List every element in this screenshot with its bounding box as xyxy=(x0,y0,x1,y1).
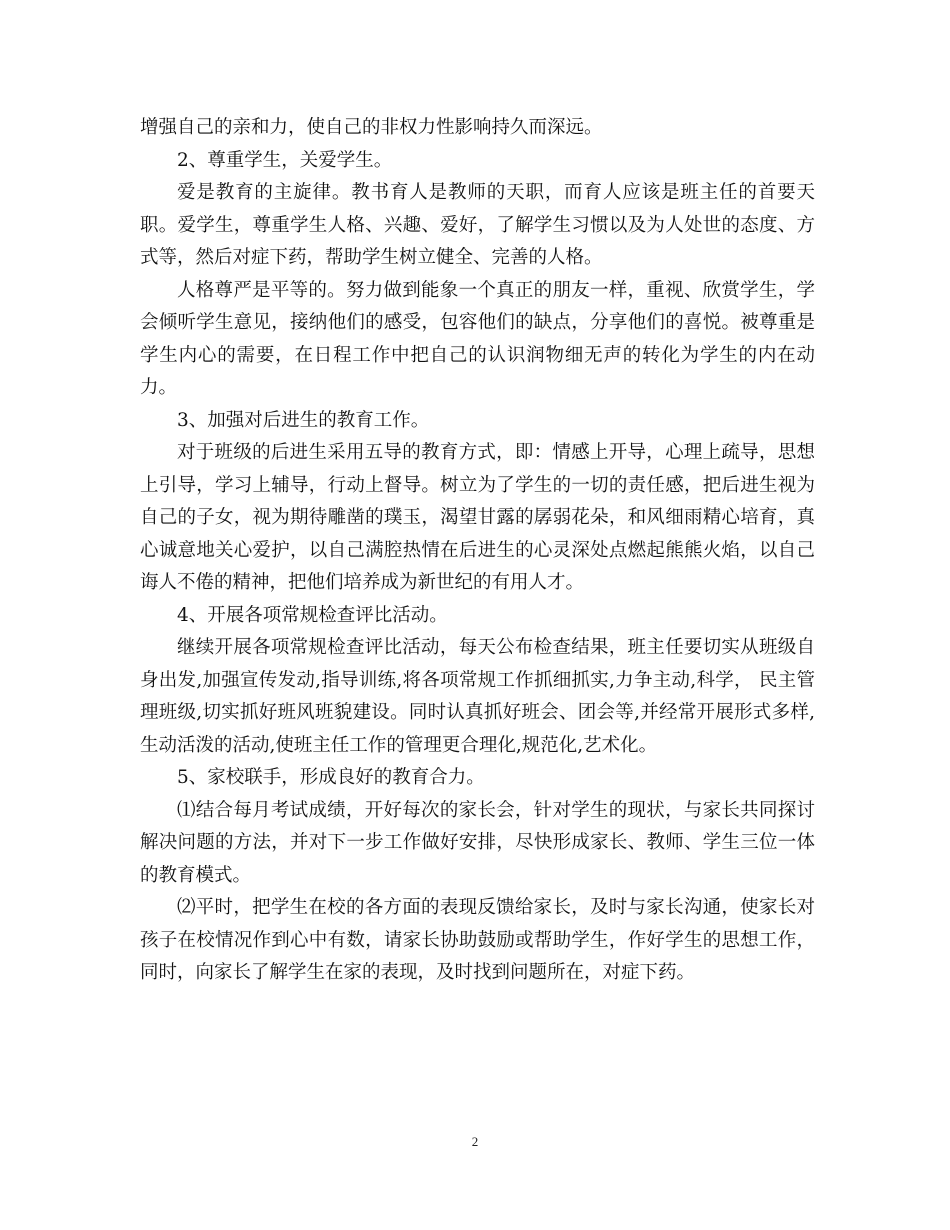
section-heading-underachievers: 3、加强对后进生的教育工作。 xyxy=(177,409,430,431)
paragraph-dignity-equality: 人格尊严是平等的。努力做到能象一个真正的朋友一样，重视、欣赏学生，学会倾听学生意见，接纳他们的感受，包容他们的缺点，分享他们的喜悦。被尊重是学生内心的需要，在日程工作中把自己的认识润物细无声的转化为学生的内在动力。 xyxy=(140,279,815,398)
section-heading-respect-students: 2、尊重学生，关爱学生。 xyxy=(177,149,393,171)
paragraph-five-guidance: 对于班级的后进生采用五导的教育方式，即：情感上开导，心理上疏导，思想上引导，学习上辅导，行动上督导。树立为了学生的一切的责任感，把后进生视为自己的子女，视为期待雕凿的璞玉，渴望甘露的孱弱花朵，和风细雨精心培育，真心诚意地关心爱护，以自己满腔热情在后进生的心灵深处点燃起熊熊火焰，以自己诲人不倦的精神，把他们培养成为新世纪的有用人才。 xyxy=(140,442,815,593)
section-heading-home-school: 5、家校联手，形成良好的教育合力。 xyxy=(177,767,485,788)
paragraph-continuation: 增强自己的亲和力，使自己的非权力性影响持久而深远。 xyxy=(140,117,603,138)
paragraph-parent-feedback: ⑵平时，把学生在校的各方面的表现反馈给家长，及时与家长沟通，使家长对孩子在校情况作到心中有数，请家长协助鼓励或帮助学生，作好学生的思想工作，同时，向家长了解学生在家的表现，及时找到问题所在，对症下药。 xyxy=(140,897,815,983)
page-number: 2 xyxy=(471,1134,479,1149)
paragraph-parent-meetings: ⑴结合每月考试成绩，开好每次的家长会，针对学生的现状，与家长共同探讨解决问题的方法，并对下一步工作做好安排，尽快形成家长、教师、学生三位一体的教育模式。 xyxy=(140,799,815,886)
paragraph-love-is-theme: 爱是教育的主旋律。教书育人是教师的天职，而育人应该是班主任的首要天职。爱学生，尊重学生人格、兴趣、爱好，了解学生习惯以及为人处世的态度、方式等，然后对症下药，帮助学生树立健全、完善的人格。 xyxy=(140,182,815,268)
paragraph-routine-inspection: 继续开展各项常规检查评比活动，每天公布检查结果，班主任要切实从班级自身出发,加强宣传发动,指导训练,将各项常规工作抓细抓实,力争主动,科学， 民主管理班级,切实抓好班风班貌建设。同时认真抓好班会、团会等,并经常开展形式多样,生动活泼的活动,使班主任工作的管理更合理化,规范化,艺术化。 xyxy=(140,637,815,756)
section-heading-routine-inspection: 4、开展各项常规检查评比活动。 xyxy=(177,604,448,626)
document-body xyxy=(140,112,815,990)
